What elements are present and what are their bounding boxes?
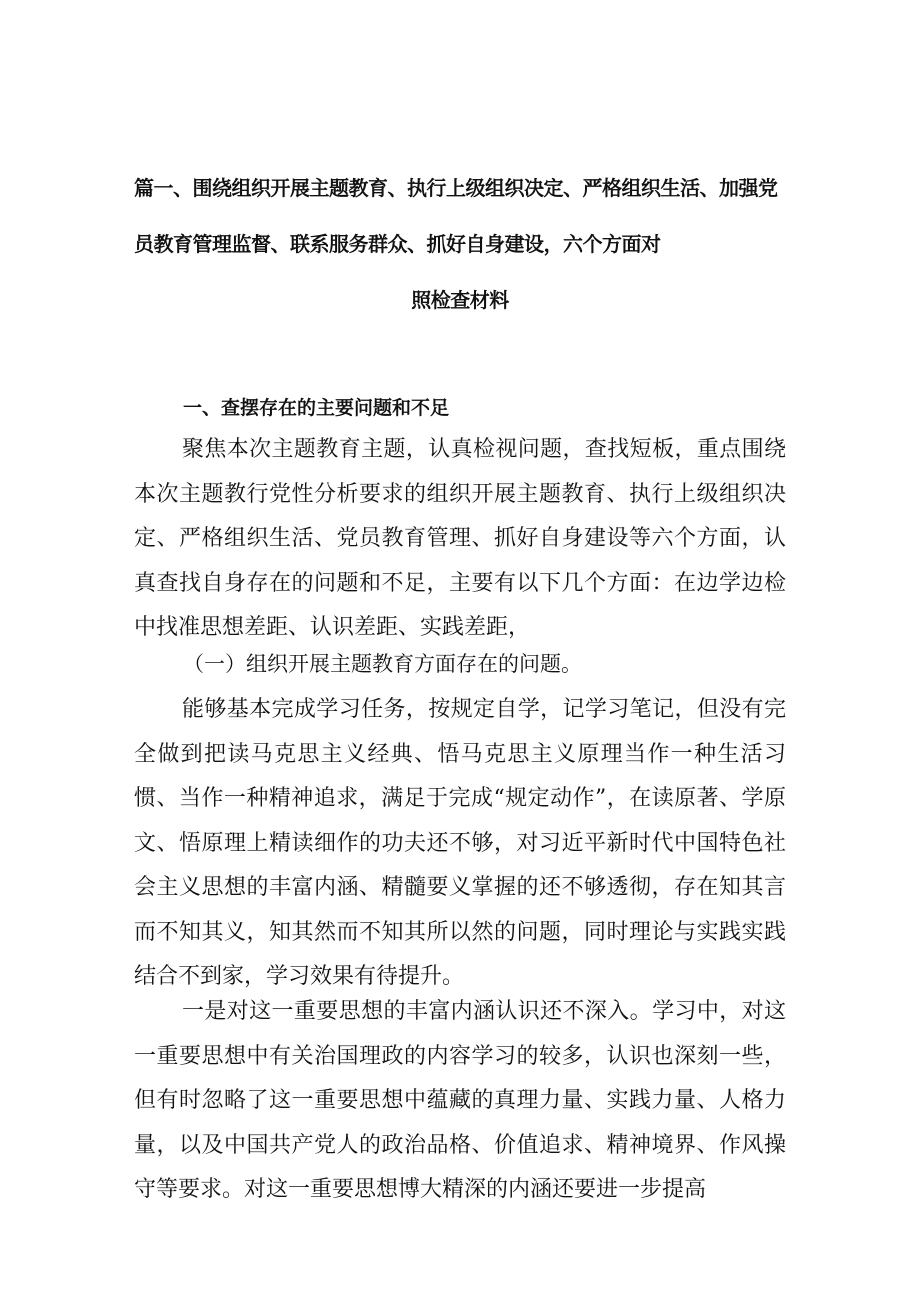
document-title-line-3: 照检查材料 bbox=[411, 288, 509, 312]
document-title-line-2: 员教育管理监督、联系服务群众、抓好自身建设，六个方面对 bbox=[134, 232, 661, 256]
subheading-theme-education: （一）组织开展主题教育方面存在的问题。 bbox=[183, 652, 582, 676]
paragraph-study-tasks: 能够基本完成学习任务，按规定自学，记学习笔记，但没有完全做到把读马克思主义经典、悟马克思主义原理当作一种生活习惯、当作一种精神追求，满足于完成“规定动作”，在读原著、学原文、悟原理上精读细作的功夫还不够，对习近平新时代中国特色社会主义思想的丰富内涵、精髓要义掌握的还不够透彻，存在知其言而不知其义，知其然而不知其所以然的问题，同时理论与实践实践结合不到家，学习效果有待提升。 bbox=[134, 697, 786, 989]
paragraph-focus: 聚焦本次主题教育主题，认真检视问题，查找短板，重点围绕本次主题教行党性分析要求的组织开展主题教育、执行上级组织决定、严格组织生活、党员教育管理、抓好自身建设等六个方面，认真查找自身存在的问题和不足，主要有以下几个方面：在边学边检中找准思想差距、认识差距、实践差距， bbox=[134, 437, 786, 640]
paragraph-understanding: 一是对这一重要思想的丰富内涵认识还不深入。学习中，对这一重要思想中有关治国理政的内容学习的较多，认识也深刻一些，但有时忽略了这一重要思想中蕴藏的真理力量、实践力量、人格力量，以及中国共产党人的政治品格、价值追求、精神境界、作风操守等要求。对这一重要思想博大精深的内涵还要进一步提高 bbox=[134, 999, 786, 1202]
section-heading: 一、查摆存在的主要问题和不足 bbox=[183, 397, 450, 419]
document-title-line-1: 篇一、围绕组织开展主题教育、执行上级组织决定、严格组织生活、加强党 bbox=[134, 176, 778, 200]
